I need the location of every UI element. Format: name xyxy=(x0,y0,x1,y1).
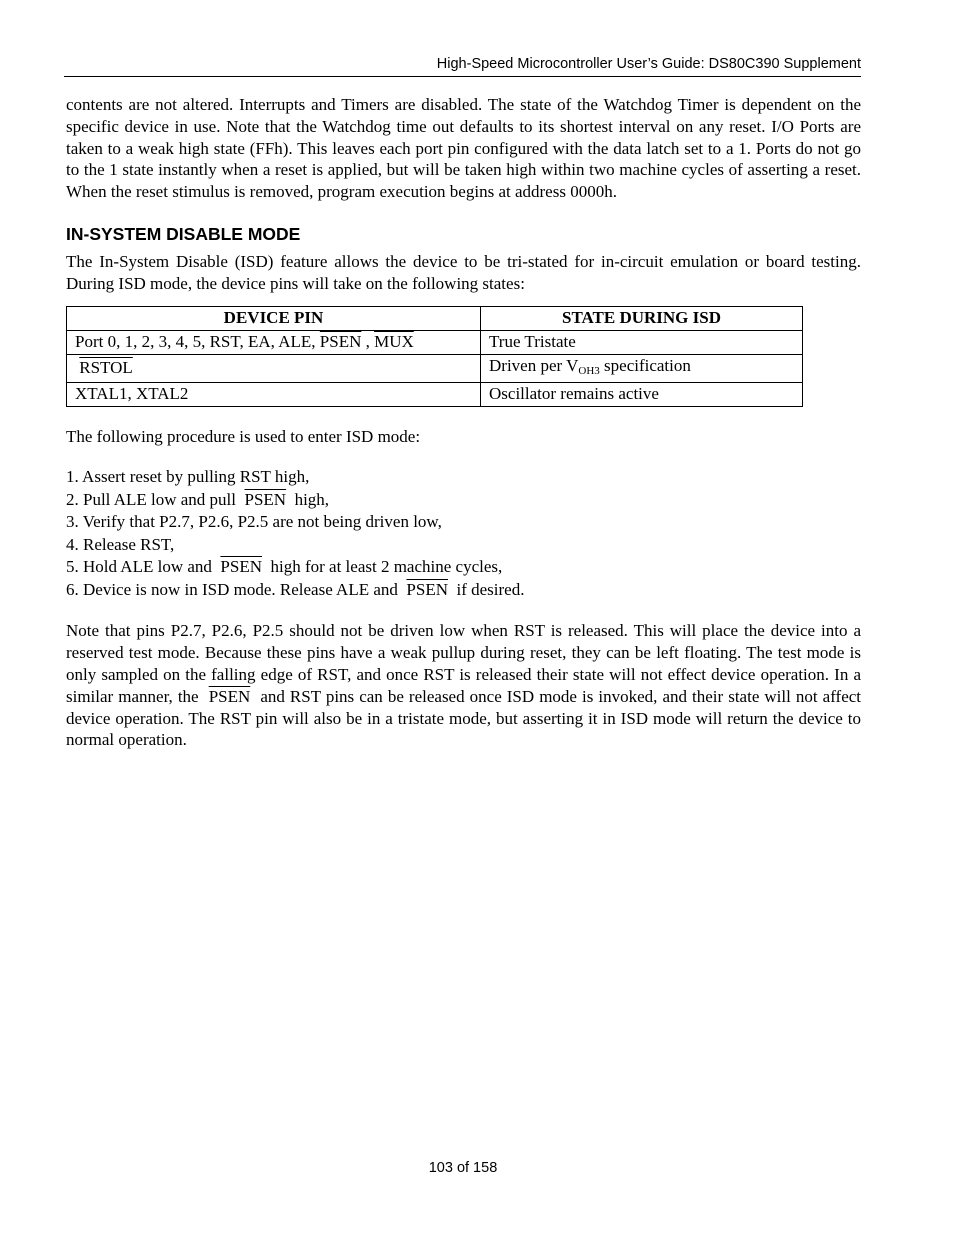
isd-pin-state-table xyxy=(66,306,803,407)
table-row xyxy=(67,330,803,354)
column-header-state: STATE DURING ISD xyxy=(481,306,803,330)
psen-signal: PSEN xyxy=(220,557,262,577)
list-item xyxy=(66,579,861,602)
state-text-suffix: specification xyxy=(599,355,691,375)
state-cell: True Tristate xyxy=(481,330,803,354)
step-text: high, xyxy=(290,489,330,509)
psen-signal: PSEN xyxy=(319,332,362,352)
running-header: High-Speed Microcontroller User’s Guide: DS80C390 Supplement xyxy=(436,56,861,72)
list-item xyxy=(66,556,861,579)
procedure-intro: The following procedure is used to enter ISD mode: xyxy=(66,426,421,446)
step-text: high for at least 2 machine cycles, xyxy=(266,557,503,577)
state-text: Driven per V xyxy=(489,355,579,375)
page-number: 103 of 158 xyxy=(428,1160,498,1176)
step-text: 5. Hold ALE low and xyxy=(66,557,217,577)
psen-signal: PSEN xyxy=(244,489,287,509)
column-header-device-pin: DEVICE PIN xyxy=(67,306,481,330)
psen-signal: PSEN xyxy=(208,686,251,706)
pin-text: Port 0, 1, 2, 3, 4, 5, RST, EA, ALE, xyxy=(75,332,320,352)
step-text: if desired. xyxy=(452,579,525,599)
note-text: and RST pins can be released once ISD mode is invoked, and their state will not affect device operation. The RST pin will also be in a tristate mode, but asserting it in ISD mode will return the device to normal operation. xyxy=(66,686,862,750)
page-content xyxy=(66,94,861,751)
note-text: Note that pins P2.7, P2.6, P2.5 should not be driven low when RST is released. This will place the device into a reserved test mode. Because these pins have a weak pullup during reset, they can be left floating. The test mode is only sampled on the falling edge of RST, and once RST is released their state will not effect device operation. In a similar manner, the xyxy=(66,621,861,706)
state-cell: Oscillator remains active xyxy=(481,382,803,406)
table-row xyxy=(67,382,803,406)
state-subscript: OH3 xyxy=(578,364,600,377)
pin-cell xyxy=(67,330,481,354)
pin-cell xyxy=(67,354,481,382)
pin-cell: XTAL1, XTAL2 xyxy=(67,382,481,406)
list-item: 4. Release RST, xyxy=(66,534,175,554)
list-item: 1. Assert reset by pulling RST high, xyxy=(66,467,310,487)
section-heading: IN-SYSTEM DISABLE MODE xyxy=(66,223,301,244)
state-cell xyxy=(481,354,803,382)
pin-separator: , xyxy=(361,332,375,352)
procedure-steps xyxy=(66,466,861,601)
note-paragraph xyxy=(66,620,861,751)
rstol-signal: RSTOL xyxy=(79,358,133,378)
table-header-row xyxy=(67,306,803,330)
step-text: 2. Pull ALE low and pull xyxy=(66,489,241,509)
intro-paragraph: contents are not altered. Interrupts and Timers are disabled. The state of the Watchdog Timer is dependent on the specific device in use. Note that the Watchdog time out defaults to its shortest interval on any reset. I/O Ports are taken to a weak high state (FFh). This leaves each port pin configured with the data latch set to a 1. Ports do not go to the 1 state instantly when a reset is applied, but will be taken high within two machine cycles of asserting a reset. When the reset stimulus is removed, program execution begins at address 0000h. xyxy=(66,95,861,202)
table-row xyxy=(67,354,803,382)
list-item: 3. Verify that P2.7, P2.6, P2.5 are not being driven low, xyxy=(66,512,442,532)
section-intro: The In-System Disable (ISD) feature allows the device to be tri-stated for in-circuit emulation or board testing. During ISD mode, the device pins will take on the following states: xyxy=(66,251,861,293)
psen-signal: PSEN xyxy=(406,579,448,599)
header-rule xyxy=(64,76,861,77)
step-text: 6. Device is now in ISD mode. Release ALE and xyxy=(66,579,403,599)
list-item xyxy=(66,489,861,512)
mux-signal: $\overline{MUX}$ xyxy=(374,332,414,352)
